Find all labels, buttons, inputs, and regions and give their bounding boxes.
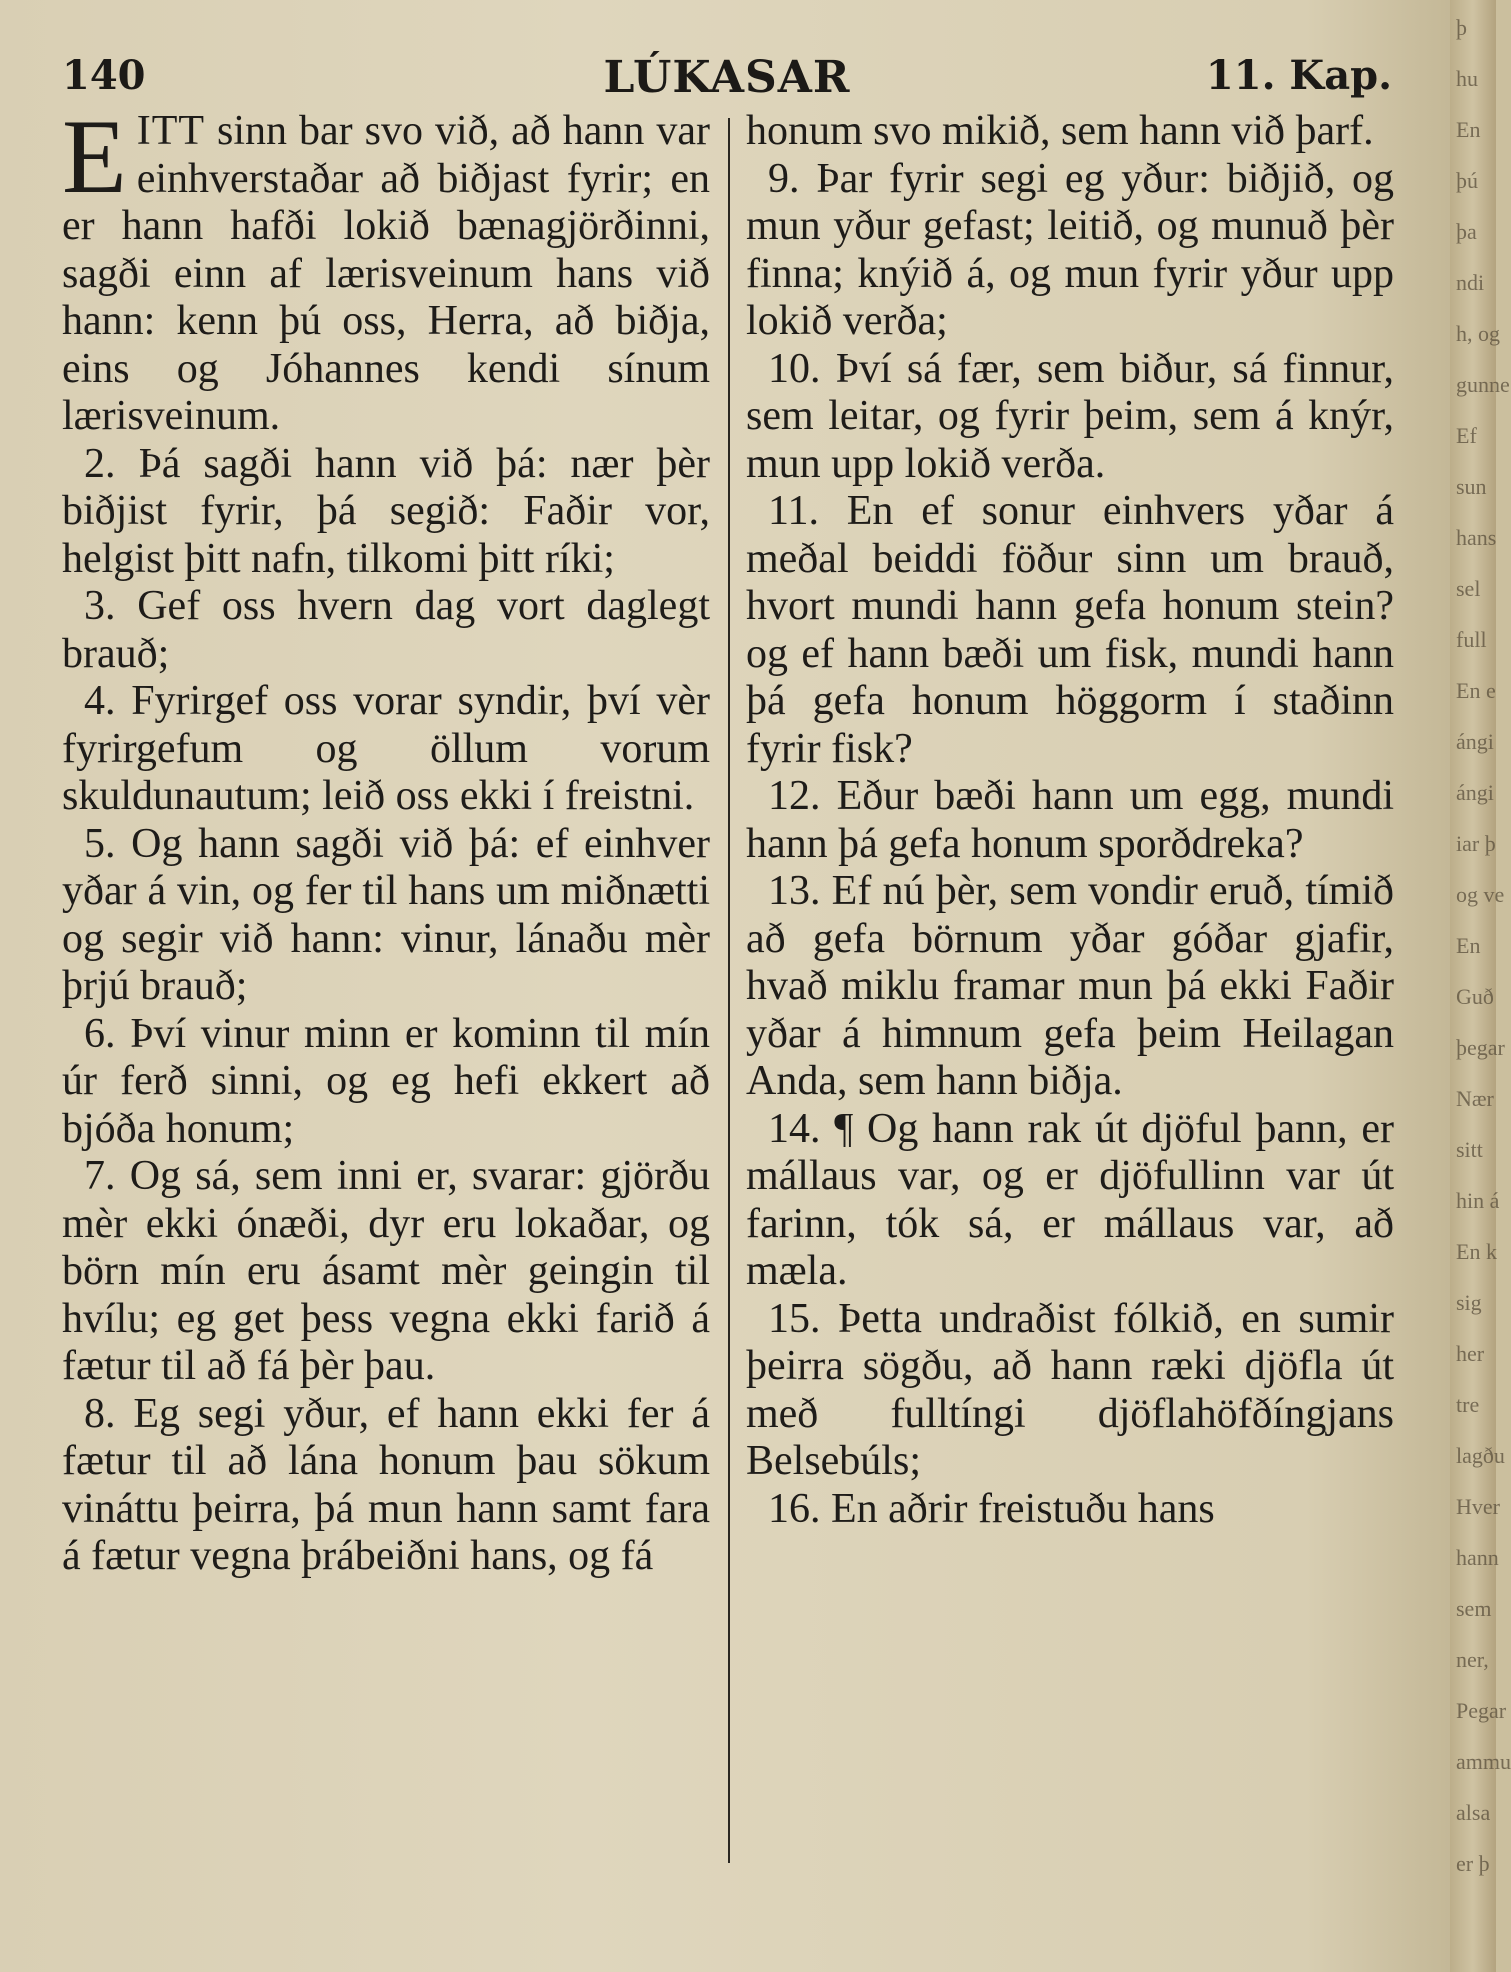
edge-fragment: En: [1456, 933, 1481, 958]
drop-cap: E: [62, 98, 127, 215]
edge-fragment: Guð: [1456, 984, 1494, 1009]
verse: 11. En ef sonur einhvers yðar á meðal beiddi föður sinn um brauð, hvort mundi hann gefa honum stein? og ef hann bæði um fisk, mundi hann þá gefa honum höggorm í staðinn fyrir fisk?: [746, 488, 1394, 772]
next-page-edge: [1450, 0, 1511, 1972]
verse: 3. Gef oss hvern dag vort daglegt brauð;: [62, 583, 710, 677]
edge-fragment: hu: [1456, 66, 1478, 91]
chapter-label: 11. Kap.: [1205, 52, 1392, 99]
verse-continuation: honum svo mikið, sem hann við þarf.: [746, 108, 1374, 154]
edge-fragment: sun: [1456, 474, 1487, 499]
edge-fragment: ndi: [1456, 270, 1485, 295]
edge-fragment: ángi: [1456, 780, 1494, 805]
verse: 4. Fyrirgef oss vorar syndir, því vèr fyrirgefum og öllum vorum skuldunautum; leið oss ekki í freistni.: [62, 678, 710, 819]
verse: 15. Þetta undraðist fólkið, en sumir þeirra sögðu, að hann ræki djöfla út með fulltíngi djöflahöfðíngjans Belsebúls;: [746, 1295, 1394, 1484]
edge-fragment: hann: [1456, 1545, 1499, 1570]
edge-fragment: lagðu: [1456, 1443, 1505, 1468]
edge-fragment: Ef: [1456, 423, 1477, 448]
edge-fragment: þú: [1456, 168, 1478, 193]
verse: 9. Þar fyrir segi eg yður: biðjið, og mun yður gefast; leitið, og munuð þèr finna; knýið á, og mun fyrir yður upp lokið verða;: [746, 155, 1394, 344]
edge-fragment: þ: [1456, 15, 1467, 40]
edge-fragment: sem: [1456, 1596, 1492, 1621]
running-header: [62, 52, 1392, 104]
edge-fragment: þa: [1456, 219, 1477, 244]
left-column: [62, 98, 710, 1581]
verse: 6. Því vinur minn er kominn til mín úr ferð sinni, og eg hefi ekkert að bjóða honum;: [62, 1010, 710, 1152]
verse: 14. ¶ Og hann rak út djöful þann, er mállaus var, og er djöfullinn var út farinn, tók sá, er mállaus var, að mæla.: [746, 1105, 1394, 1294]
edge-fragment: En e: [1456, 678, 1496, 703]
edge-fragment: Hver: [1456, 1494, 1500, 1519]
edge-fragment: h, og: [1456, 321, 1500, 346]
edge-fragment: her: [1456, 1341, 1485, 1366]
verse: 5. Og hann sagði við þá: ef einhver yðar á vin, og fer til hans um miðnætti og segir við hann: vinur, lánaðu mèr þrjú brauð;: [62, 820, 710, 1009]
verse-1-text: sinn bar svo við, að hann var einhverstaðar að biðjast fyrir; en er hann hafði lokið bænagjörðinni, sagði einn af lærisveinum hans við hann: kenn þú oss, Herra, að biðja, eins og Jóhannes kendi sínum lærisveinum.: [62, 108, 710, 439]
edge-fragment: hans: [1456, 525, 1497, 550]
verse: 7. Og sá, sem inni er, svarar: gjörðu mèr ekki ónæði, dyr eru lokaðar, og börn mín eru ásamt mèr geingin til hvílu; eg get þess vegna ekki farið á fætur til að fá þèr þau.: [62, 1153, 710, 1389]
edge-fragment: tre: [1456, 1392, 1480, 1417]
edge-fragment: er þ: [1456, 1851, 1490, 1876]
edge-fragment: ammu: [1456, 1749, 1511, 1774]
edge-fragment: sitt: [1456, 1137, 1483, 1162]
edge-fragment: hin á: [1456, 1188, 1500, 1213]
verse-1: [62, 98, 710, 441]
verse-1-caps: ITT: [136, 108, 206, 154]
verse: 12. Eður bæði hann um egg, mundi hann þá gefa honum sporðdreka?: [746, 773, 1394, 867]
edge-fragment: full: [1456, 627, 1487, 652]
column-divider: [728, 118, 730, 1863]
verse: 2. Þá sagði hann við þá: nær þèr biðjist fyrir, þá segið: Faðir vor, helgist þitt nafn, tilkomi þitt ríki;: [62, 440, 710, 582]
edge-fragment: alsa: [1456, 1800, 1491, 1825]
right-column: [746, 108, 1394, 1533]
edge-fragment: sel: [1456, 576, 1481, 601]
verse: 10. Því sá fær, sem biður, sá finnur, sem leitar, og fyrir þeim, sem á knýr, mun upp lokið verða.: [746, 345, 1394, 487]
edge-fragment: og ve: [1456, 882, 1505, 907]
edge-fragment: Nær: [1456, 1086, 1494, 1111]
verse: 13. Ef nú þèr, sem vondir eruð, tímið að gefa börnum yðar góðar gjafir, hvað miklu framar mun þá ekki Faðir yðar á himnum gefa þeim Heilagan Anda, sem hann biðja.: [746, 868, 1394, 1104]
verse: 8. Eg segi yður, ef hann ekki fer á fætur til að lána honum þau sökum vináttu þeirra, þá mun hann samt fara á fætur vegna þrábeiðni hans, og fá: [62, 1390, 710, 1579]
book-title: LÚKASAR: [603, 52, 851, 103]
edge-fragment: iar þ: [1456, 831, 1496, 856]
edge-fragment: ner,: [1456, 1647, 1489, 1672]
verse: 16. En aðrir freistuðu hans: [768, 1485, 1215, 1532]
page-number: 140: [62, 52, 146, 99]
edge-fragment: En k: [1456, 1239, 1497, 1264]
edge-fragment: ángi: [1456, 729, 1494, 754]
edge-fragment: Pegar: [1456, 1698, 1507, 1723]
edge-fragment: sig: [1456, 1290, 1482, 1315]
edge-fragment: þegar: [1456, 1035, 1505, 1060]
edge-fragment: En: [1456, 117, 1481, 142]
edge-fragment: gunne: [1456, 372, 1510, 397]
